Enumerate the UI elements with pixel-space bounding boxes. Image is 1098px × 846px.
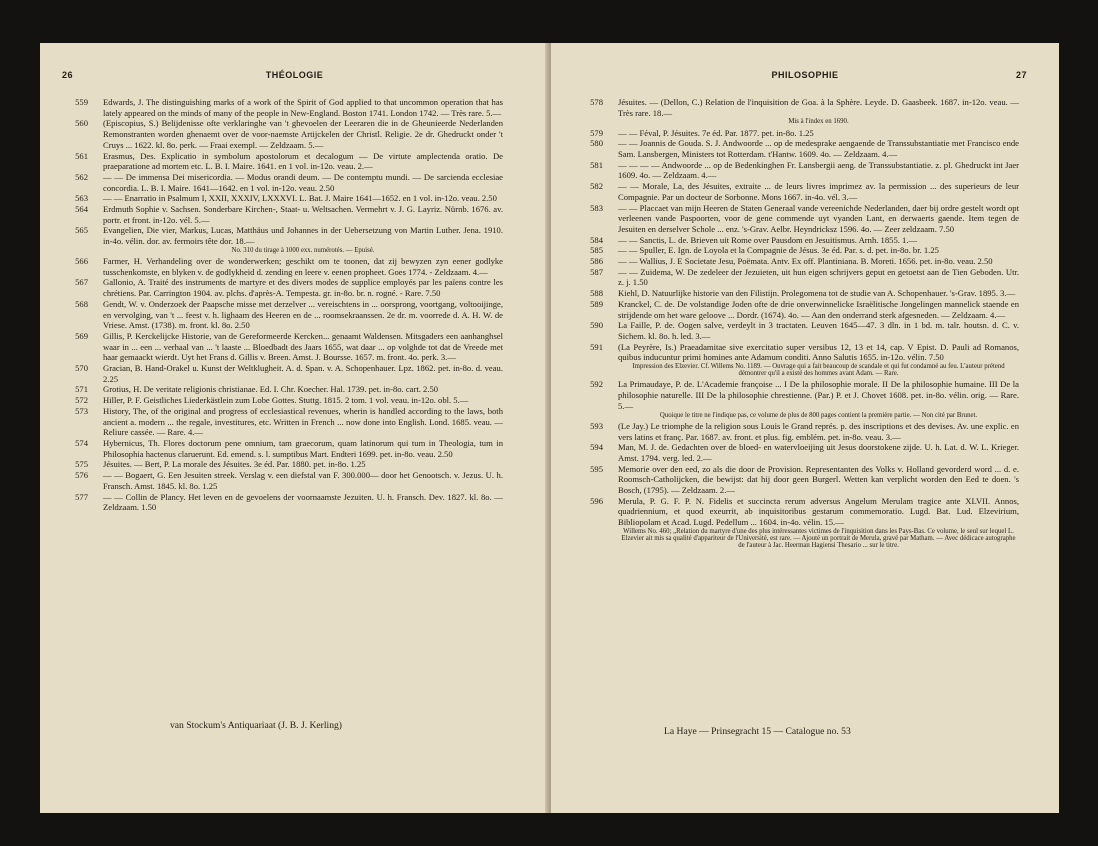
catalog-entry xyxy=(62,277,503,298)
entry-text: Edwards, J. The distinguishing marks of a work of the Spirit of God applied to that uncommon operation that has lately appeared on the minds of many of the people in New-England. Boston 1741. London 1742. — Très rare. 5.— xyxy=(103,97,503,118)
entry-text: Erdmuth Sophie v. Sachsen. Sonderbare Kirchen-, Staat- u. Weltsachen. Vermehrt v. J. G. Layriz. Nürnb. 1676. av. portr. et front. in-12o. vél. 5.— xyxy=(103,204,503,225)
entry-number: 574 xyxy=(75,438,88,448)
entry-number: 572 xyxy=(75,395,88,406)
catalog-entry xyxy=(62,363,503,384)
page-number: 27 xyxy=(1015,70,1027,80)
entry-number: 585 xyxy=(590,245,603,256)
entry-number: 573 xyxy=(75,405,88,416)
entry-number: 566 xyxy=(75,256,88,267)
right-page xyxy=(551,43,1059,813)
entry-number: 575 xyxy=(75,459,88,470)
entry-text: — — Enarratio in Psalmum I, XXII, XXXIV, LXXXVI. L. Bat. J. Maire 1641—1652. en 1 vol. in-12o. veau. 2.50 xyxy=(103,193,497,204)
entry-number: 578 xyxy=(590,97,603,107)
section-title: PHILOSOPHIE xyxy=(771,70,839,80)
entry-text: Gallonio, A. Traité des instruments de martyre et des divers modes de supplice employés par les païens contre les chrétiens. Par. Carrington 1904. av. plchs. d'après-A. Tempesta. gr. in-8o. br. n. rogné. - Rare. 7.50 xyxy=(103,277,503,299)
entry-text: (La Peyrère, Is.) Praeadamitae sive exercitatio super versibus 12, 13 et 14, cap. V Epist. D. Pauli ad Romanos, quibus inducuntur primi homines ante Adamum conditi. Anno Salutis 1655. in-12o. vélin. 7.50 xyxy=(618,341,1019,363)
entry-text: La Faille, P. de. Oogen salve, verdeylt in 3 tractaten. Leuven 1645—47. 3 dln. in 1 bd. m. talr. houtsn. d. C. v. Sichem. kl. 8o. h. led. 3.— xyxy=(618,320,1019,341)
catalog-entry xyxy=(62,395,503,406)
catalog-entry xyxy=(577,128,1019,139)
entry-text: Hiller, P. F. Geistliches Liederkästlein zum Lobe Gottes. Stuttg. 1815. 2 tom. 1 vol. veau. in-12o. obl. 5.— xyxy=(103,395,469,406)
entry-text: Jésuites. — Bert, P. La morale des Jésuites. 3e éd. Par. 1880. pet. in-8o. 1.25 xyxy=(103,459,366,470)
catalog-entry xyxy=(577,256,1019,267)
entry-note: No. 310 du tirage à 1000 exx. numérotés. — Epuisé. xyxy=(231,246,375,254)
entry-number: 563 xyxy=(75,193,88,204)
entry-number: 582 xyxy=(590,181,603,192)
catalog-entry xyxy=(62,151,503,172)
entry-number: 559 xyxy=(75,97,88,107)
catalog-entry xyxy=(577,138,1019,159)
catalog-entry xyxy=(577,181,1019,202)
entry-number: 565 xyxy=(75,225,88,236)
entry-note: Impression des Elzevier. Cf. Willems No. 1189. — Ouvrage qui a fait beaucoup de scandale et qui fut condamné au feu. L'auteur prétend démontrer qu'il a existé des hommes avant Adam. — Rare. xyxy=(632,363,1005,378)
page-footer: La Haye — Prinsegracht 15 — Catalogue no. 53 xyxy=(664,726,851,737)
catalog-entry xyxy=(577,235,1019,246)
entry-number: 571 xyxy=(75,384,88,395)
entry-text: Gracian, B. Hand-Orakel u. Kunst der Weltklugheit. A. d. Span. v. A. Schopenhauer. Lpz. 1862. pet. in-8o. d. veau. 2.25 xyxy=(103,363,503,384)
entry-text: Jésuites. — (Dellon, C.) Relation de l'inquisition de Goa. à la Sphère. Leyde. D. Gaasbeek. 1687. in-12o. veau. — Très rare. 18.— xyxy=(618,97,1019,118)
entry-number: 588 xyxy=(590,288,603,299)
catalog-entry xyxy=(62,97,503,118)
entry-text: Erasmus, Des. Explicatio in symbolum apostolorum et decalogum — De virtute amplectenda oratio. De praeparatione ad mortem etc. L. B. I. Maire. 1641. en 1 vol. in-12o. veau. 2.— xyxy=(103,150,503,172)
catalog-entry xyxy=(577,464,1019,496)
catalog-entry xyxy=(62,204,503,225)
catalog-entry xyxy=(577,442,1019,463)
catalog-entry xyxy=(62,331,503,363)
entry-number: 567 xyxy=(75,277,88,288)
catalog-entry xyxy=(577,342,1019,363)
catalog-entry xyxy=(577,421,1019,442)
catalog-entry xyxy=(577,245,1019,256)
catalog-entry xyxy=(62,492,503,513)
entry-number: 595 xyxy=(590,463,603,474)
entry-number: 560 xyxy=(75,118,88,129)
entry-number: 587 xyxy=(590,266,603,277)
entry-text: Farmer, H. Verhandeling over de wonderwerken; geschikt om te toonen, dat zij bewyzen zyn eener godlyke tusschenkomste, en blyken v. de godlykheid d. zending en leere v. eenen propheet. Goes 1774. - Zeldzaam. 4.— xyxy=(103,256,503,277)
catalog-entry xyxy=(577,203,1019,235)
catalog-entry xyxy=(62,470,503,491)
entry-number: 589 xyxy=(590,298,603,309)
entry-list xyxy=(62,97,503,513)
entry-number: 580 xyxy=(590,138,603,149)
catalog-entry xyxy=(62,459,503,470)
catalog-entry xyxy=(62,438,503,459)
entry-number: 590 xyxy=(590,320,603,331)
entry-text: — — Spuller, E. Ign. de Loyola et la Compagnie de Jésus. 3e éd. Par. s. d. pet. in-8o. br. 1.25 xyxy=(618,245,939,256)
left-page xyxy=(40,43,549,813)
entry-number: 591 xyxy=(590,341,603,352)
entry-text: Merula, P. G. F. P. N. Fidelis et succincta rerum adversus Angelum Merulam tragice ante XLVII. Annos, quadriennium, et quod exeurrit, ab inquisitoribus gestarum commemoratio. Lugd. Bat. Lud. Elzevirium, Bibliopolam et Acad. Lugd. Pedellum ... 1604. in-4o. vélin. 15.— xyxy=(618,495,1019,528)
entry-text: Gendt, W. v. Onderzoek der Paapsche misse met derzelver ... vereischtens in ... oorsprong, voortgang, voltooijinge, en vervolging, van 't ... feest v. h. lighaam des Heeren en de ... roomsekraanssen. 2e dr. m. voorrede d. A. H. W. de Vriese. Amst. (1738). m. front. kl. 8o. 2.50 xyxy=(103,298,503,331)
entry-text: — — — — Andwoorde ... op de Bedenkinghen Fr. Lansbergii aeng. de Transsubstantiatie. z. pl. Ghedruckt int Jaer 1609. 4o. — Zeldzaam. 4.— xyxy=(618,159,1019,181)
entry-text: — — Féval, P. Jésuites. 7e éd. Par. 1877. pet. in-8o. 1.25 xyxy=(618,127,814,138)
entry-number: 562 xyxy=(75,171,88,182)
entry-number: 583 xyxy=(590,202,603,213)
entry-text: Grotius, H. De veritate religionis christianae. Ed. I. Chr. Koecher. Hal. 1739. pet. in-8o. cart. 2.50 xyxy=(103,384,439,395)
entry-number: 576 xyxy=(75,470,88,481)
entry-number: 593 xyxy=(590,420,603,431)
catalog-entry xyxy=(62,118,503,150)
entry-text: — — De immensa Dei misericordia. — Modus orandi deum. — De contemptu mundi. — De sarcienda ecclesiae concordia. L. B. I. Maire. 1641—1642. en 1 vol. in-12o. veau. 2.50 xyxy=(103,171,503,193)
entry-text: Kiehl, D. Natuurlijke historie van den Filistijn. Prolegomena tot de studie van A. Schopenhauer. 's-Grav. 1895. 3.— xyxy=(618,288,1016,299)
entry-text: Hybernicus, Th. Flores doctorum pene omnium, tam graecorum, quam latinorum qui tum in Theologia, tum in Philosophia hactenus claruerunt. Ed. emend. s. l. sumptibus Mart. Endteri 1699. pet. in-8o. veau. 2.50 xyxy=(103,438,503,459)
page-number: 26 xyxy=(62,70,74,80)
entry-number: 579 xyxy=(590,127,603,138)
entry-note: Mis à l'index en 1690. xyxy=(788,118,849,126)
catalog-entry xyxy=(577,496,1019,528)
catalog-entry xyxy=(62,406,503,438)
entry-text: (Le Jay.) Le triomphe de la religion sous Louis le Grand représ. p. des inscriptions et des devises. Av. une explic. en vers latins et franç. Par. 1687. av. front. et plus. fig. emblém. pet. in-8o. veau. 3.— xyxy=(618,420,1019,442)
entry-number: 594 xyxy=(590,442,603,453)
catalog-entry xyxy=(577,320,1019,341)
section-title: THÉOLOGIE xyxy=(265,70,324,80)
entry-text: La Primaudaye, P. de. L'Academie françoise ... I De la philosophie morale. II De la philosophie humaine. III De la philosophie naturelle. III De la philosophie chrestienne. (Par.) P. et J. Chovet 1608. pet. in-8o. vélin. orig. — Rare. 5.— xyxy=(618,379,1019,411)
entry-text: — — Sanctis, L. de. Brieven uit Rome over Pausdom en Jesuitismus. Arnh. 1855. 1.— xyxy=(618,234,918,245)
catalog-entry xyxy=(577,160,1019,181)
catalog-entry xyxy=(577,267,1019,288)
entry-number: 570 xyxy=(75,363,88,374)
entry-text: — — Joannis de Gouda. S. J. Andwoorde ... op de medesprake aengaende de Transsubstantiatie met Francisco ende Sam. Lansbergen, Ministers tot Rotterdam. t'Hantw. 1609. 4o. — Zeldzaam. 4.— xyxy=(618,138,1019,160)
entry-number: 569 xyxy=(75,330,88,341)
entry-text: — — Zuidema, W. De zedeleer der Jezuieten, uit hun eigen schrijvers geput en getoetst aan de Tien Geboden. Utr. z. j. 1.50 xyxy=(618,266,1019,288)
catalog-entry xyxy=(62,384,503,395)
entry-number: 568 xyxy=(75,298,88,309)
entry-text: — — Bogaert, G. Een Jesuiten streek. Verslag v. een diefstal van F. 300.000— door het Genootsch. v. Jezus. U. h. Fransch. Amst. 1845. kl. 8o. 1.25 xyxy=(103,470,503,491)
catalog-entry xyxy=(62,225,503,246)
catalog-entry xyxy=(577,97,1019,118)
catalog-entry xyxy=(62,299,503,331)
catalog-entry xyxy=(577,288,1019,299)
entry-text: History, The, of the original and progress of ecclesiastical revenues, wherin is handled according to the laws, both ancient a. modern ... the regale, investitures, etc. Written in French ... now done into English. Lond. 1685. veau. — Reliure cassée. — Rare. 4.— xyxy=(103,405,503,438)
entry-text: (Episcopius, S.) Belijdenisse ofte verklaringhe van 't ghevoelen der Leeraren die in de Gheunieerde Nederlanden Remonstranten worden ghenaemt over de voor-naemste Artijckelen der Christl. Religie. 2e dr. Ghedruckt onder 't Cruys ... 1622. kl. 8o. perk. — Fraai exempl. — Zeldzaam. 5.— xyxy=(103,118,503,150)
entry-note: Willems No. 460; „Relation du martyre d'une des plus intéressantes victimes de l'inquisition dans les Pays-Bas. Ce volume, le seul sur lequel L. Elzevier ait mis sa qualité d'appariteur de l'Université, est rare. — Ajouté un portrait de Merula, gravé par Matham. — Avec dédicace autographe de l'auteur à Jac. Heerman Hagiensi Thesario ... sur le titre. xyxy=(621,527,1016,550)
entry-text: — — Placcaet van mijn Heeren de Staten Generaal vande vereenichde Nederlanden, daer bij ordre gestelt wordt opt verleenen vande Paspoorten, voor de gene commende uyt vyanden Lant, en derwaerts gaende. Item tegen de Jesuiten en derselver Schole ... enz. 's-Grav. Aelbr. Heyndricksz 1596. 4o. — Zeer zeldzaam. 7.50 xyxy=(618,202,1019,234)
entry-number: 564 xyxy=(75,204,88,215)
entry-text: Evangelien, Die vier, Markus, Lucas, Matthäus und Johannes in der Uebersetzung von Martin Luther. Jena. 1910. in-4o. vélin. dor. av. fermoirs tête dor. 18.— xyxy=(103,225,503,247)
entry-number: 577 xyxy=(75,491,88,502)
page-footer: van Stockum's Antiquariaat (J. B. J. Kerling) xyxy=(170,720,342,731)
entry-number: 596 xyxy=(590,495,603,506)
catalog-entry xyxy=(577,299,1019,320)
entry-text: — — Collin de Plancy. Het leven en de gevoelens der voornaamste Jezuiten. U. h. Fransch. Dev. 1827. kl. 8o. — Zeldzaam. 1.50 xyxy=(103,491,503,513)
entry-text: Man, M. J. de. Gedachten over de bloed- en watervloeijing uit Jesus doorstokene zijde. U. h. Lat. d. W. L. Krieger. Amst. 1794. verg. led. 2.— xyxy=(618,442,1019,463)
catalog-entry xyxy=(62,172,503,193)
catalog-entry xyxy=(577,379,1019,411)
entry-text: Memorie over den eed, zo als die door de Provision. Representanten des Volks v. Holland gevorderd word ... d. e. Roomsch-Catholijcken, die bewijst: dat hij door geen Burgerl. Wetten kan verplicht worden den Eed te doen. 's Bosch, (1795). — Zeldzaam. 2.— xyxy=(618,463,1019,496)
entry-number: 592 xyxy=(590,379,603,390)
entry-list xyxy=(577,97,1019,551)
entry-number: 584 xyxy=(590,234,603,245)
entry-number: 586 xyxy=(590,256,603,267)
entry-text: Gillis, P. Kerckelijcke Historie, van de Gereformeerde Kercken... genaamt Waldensen. Mitsgaders een aanhanghsel waar in ... een ... verhaal van ... 't laaste ... Bloedbadt des Jaars 1655, wat daar ... op volghde tot dat de Vreede met haar gemaackt wierdt. Uyt het Frans d. Gillis v. Breen. Amst. J. Boursse. 1657. m. front. 4o. perk. 3.— xyxy=(103,330,503,363)
entry-number: 581 xyxy=(590,159,603,170)
entry-number: 561 xyxy=(75,150,88,161)
catalog-entry xyxy=(62,256,503,277)
entry-text: Kranckel, C. de. De volstandige Joden ofte de drie onverwinnelicke Israëlitische Jongelingen mannelick staende en strijdende om het ware geloove ... Dordr. (1674). 4o. — Aan den onderrand sterk afgesneden. — Zeldzaam. 4.— xyxy=(618,298,1019,320)
catalog-entry xyxy=(62,193,503,204)
entry-text: — — Wallius, J. E Societate Jesu, Poëmata. Antv. Ex off. Plantiniana. B. Moreti. 1656. pet. in-8o. veau. 2.50 xyxy=(618,256,993,267)
entry-text: — — Morale, La, des Jésuites, extraite ... de leurs livres imprimez av. la permission ... des superieurs de leur Compagnie. Par un docteur de Sorbonne. Mons 1667. in-4o. vél. 3.— xyxy=(618,181,1019,202)
entry-note: Quoique le titre ne l'indique pas, ce volume de plus de 800 pages contient la première partie. — Non cité par Brunet. xyxy=(659,411,978,419)
